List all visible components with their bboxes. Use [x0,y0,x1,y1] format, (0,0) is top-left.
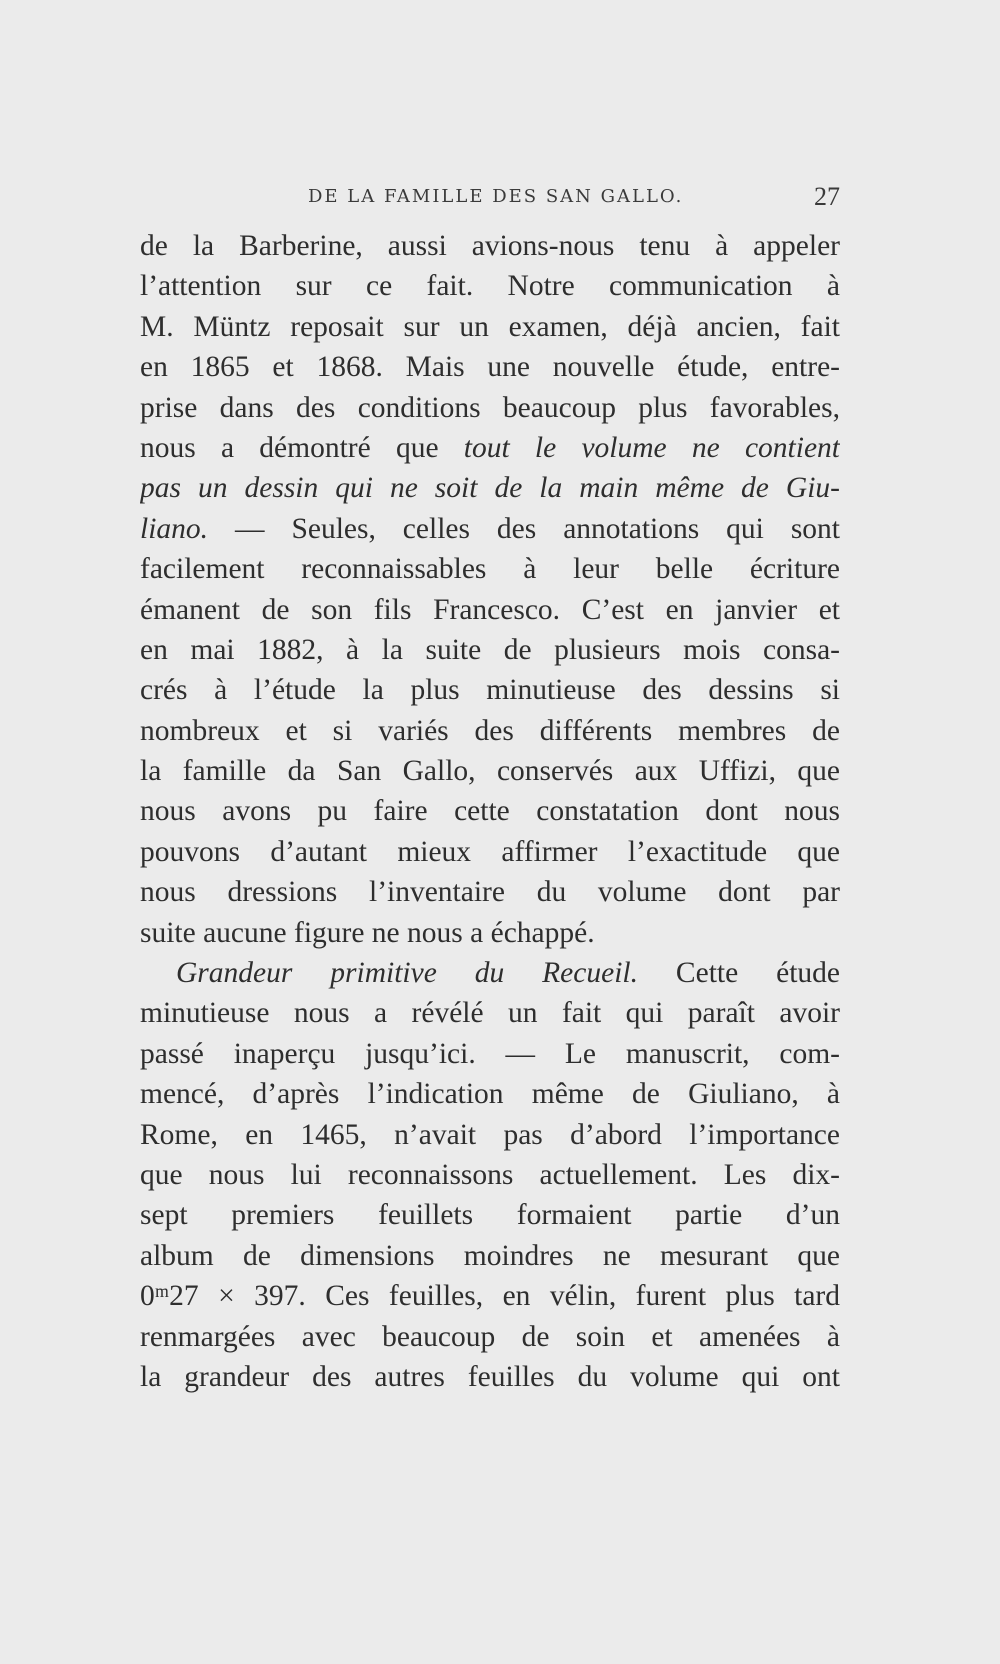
text-line [140,913,840,953]
text-line [140,266,840,306]
text-segment: minutieuse nous a révélé un fait qui paraît avoir [140,997,840,1030]
text-line [140,428,840,468]
text-line [140,953,840,993]
text-line [140,630,840,670]
text-line [140,1074,840,1114]
italic-text-segment: Grandeur primitive du Recueil. [176,957,638,990]
text-line [140,1276,840,1316]
text-line [140,670,840,710]
text-segment: la famille da San Gallo, conservés aux Uffizi, que [140,755,840,788]
italic-text-segment: tout le volume ne contient [463,431,840,464]
text-segment: nous avons pu faire cette constatation dont nous [140,795,840,828]
text-segment: l’attention sur ce fait. Notre communication à [140,270,840,303]
text-segment: suite aucune figure ne nous a échappé. [140,916,595,949]
text-segment: sept premiers feuillets formaient partie d’un [140,1199,840,1232]
text-segment: — Seules, celles des annotations qui sont [208,512,840,545]
text-segment: Cette étude [637,957,840,990]
running-head [140,182,840,212]
text-segment: renmargées avec beaucoup de soin et amenées à [140,1320,840,1353]
text-segment: mencé, d’après l’indication même de Giuliano, à [140,1078,840,1111]
text-line [140,549,840,589]
text-line [140,590,840,630]
text-line [140,872,840,912]
text-line [140,1236,840,1276]
text-segment: passé inaperçu jusqu’ici. — Le manuscrit, com- [140,1037,840,1070]
page-number: 27 [814,182,840,211]
text-segment: la grandeur des autres feuilles du volume qui ont [140,1360,840,1393]
text-line [140,1034,840,1074]
body-text [140,226,840,1397]
text-line [140,791,840,831]
italic-text-segment: liano. [140,512,209,545]
text-segment: 0ᵐ27 × 397. Ces feuilles, en vélin, furent plus tard [140,1280,840,1313]
text-line [140,388,840,428]
text-segment: crés à l’étude la plus minutieuse des dessins si [140,674,840,707]
text-line [140,1115,840,1155]
text-segment: album de dimensions moindres ne mesurant que [140,1239,840,1272]
text-segment: pouvons d’autant mieux affirmer l’exactitude que [140,835,840,868]
text-segment: de la Barberine, aussi avions-nous tenu à appeler [140,230,840,262]
text-segment: en 1865 et 1868. Mais une nouvelle étude, entre- [140,351,840,384]
text-line [140,347,840,387]
text-line [140,1155,840,1195]
italic-text-segment: pas un dessin qui ne soit de la main même de Giu- [140,472,840,505]
text-line [140,468,840,508]
text-line [140,711,840,751]
text-segment: facilement reconnaissables à leur belle écriture [140,553,840,586]
text-segment: nombreux et si variés des différents membres de [140,714,840,747]
text-line [140,226,840,266]
text-segment: M. Müntz reposait sur un examen, déjà ancien, fait [140,310,840,343]
text-segment: que nous lui reconnaissons actuellement. Les dix- [140,1158,840,1191]
text-line [140,751,840,791]
text-line [140,1317,840,1357]
text-segment: Rome, en 1465, n’avait pas d’abord l’importance [140,1118,840,1151]
text-line [140,993,840,1033]
text-line [140,1357,840,1397]
text-segment: en mai 1882, à la suite de plusieurs mois consa- [140,633,840,666]
text-line [140,1195,840,1235]
running-title: DE LA FAMILLE DES SAN GALLO. [308,186,684,207]
text-line [140,832,840,872]
text-segment: nous dressions l’inventaire du volume dont par [140,876,840,909]
text-line [140,509,840,549]
text-segment: prise dans des conditions beaucoup plus favorables, [140,391,840,424]
text-line [140,307,840,347]
text-segment: nous a démontré que [140,431,464,464]
text-segment: émanent de son fils Francesco. C’est en janvier et [140,593,840,626]
